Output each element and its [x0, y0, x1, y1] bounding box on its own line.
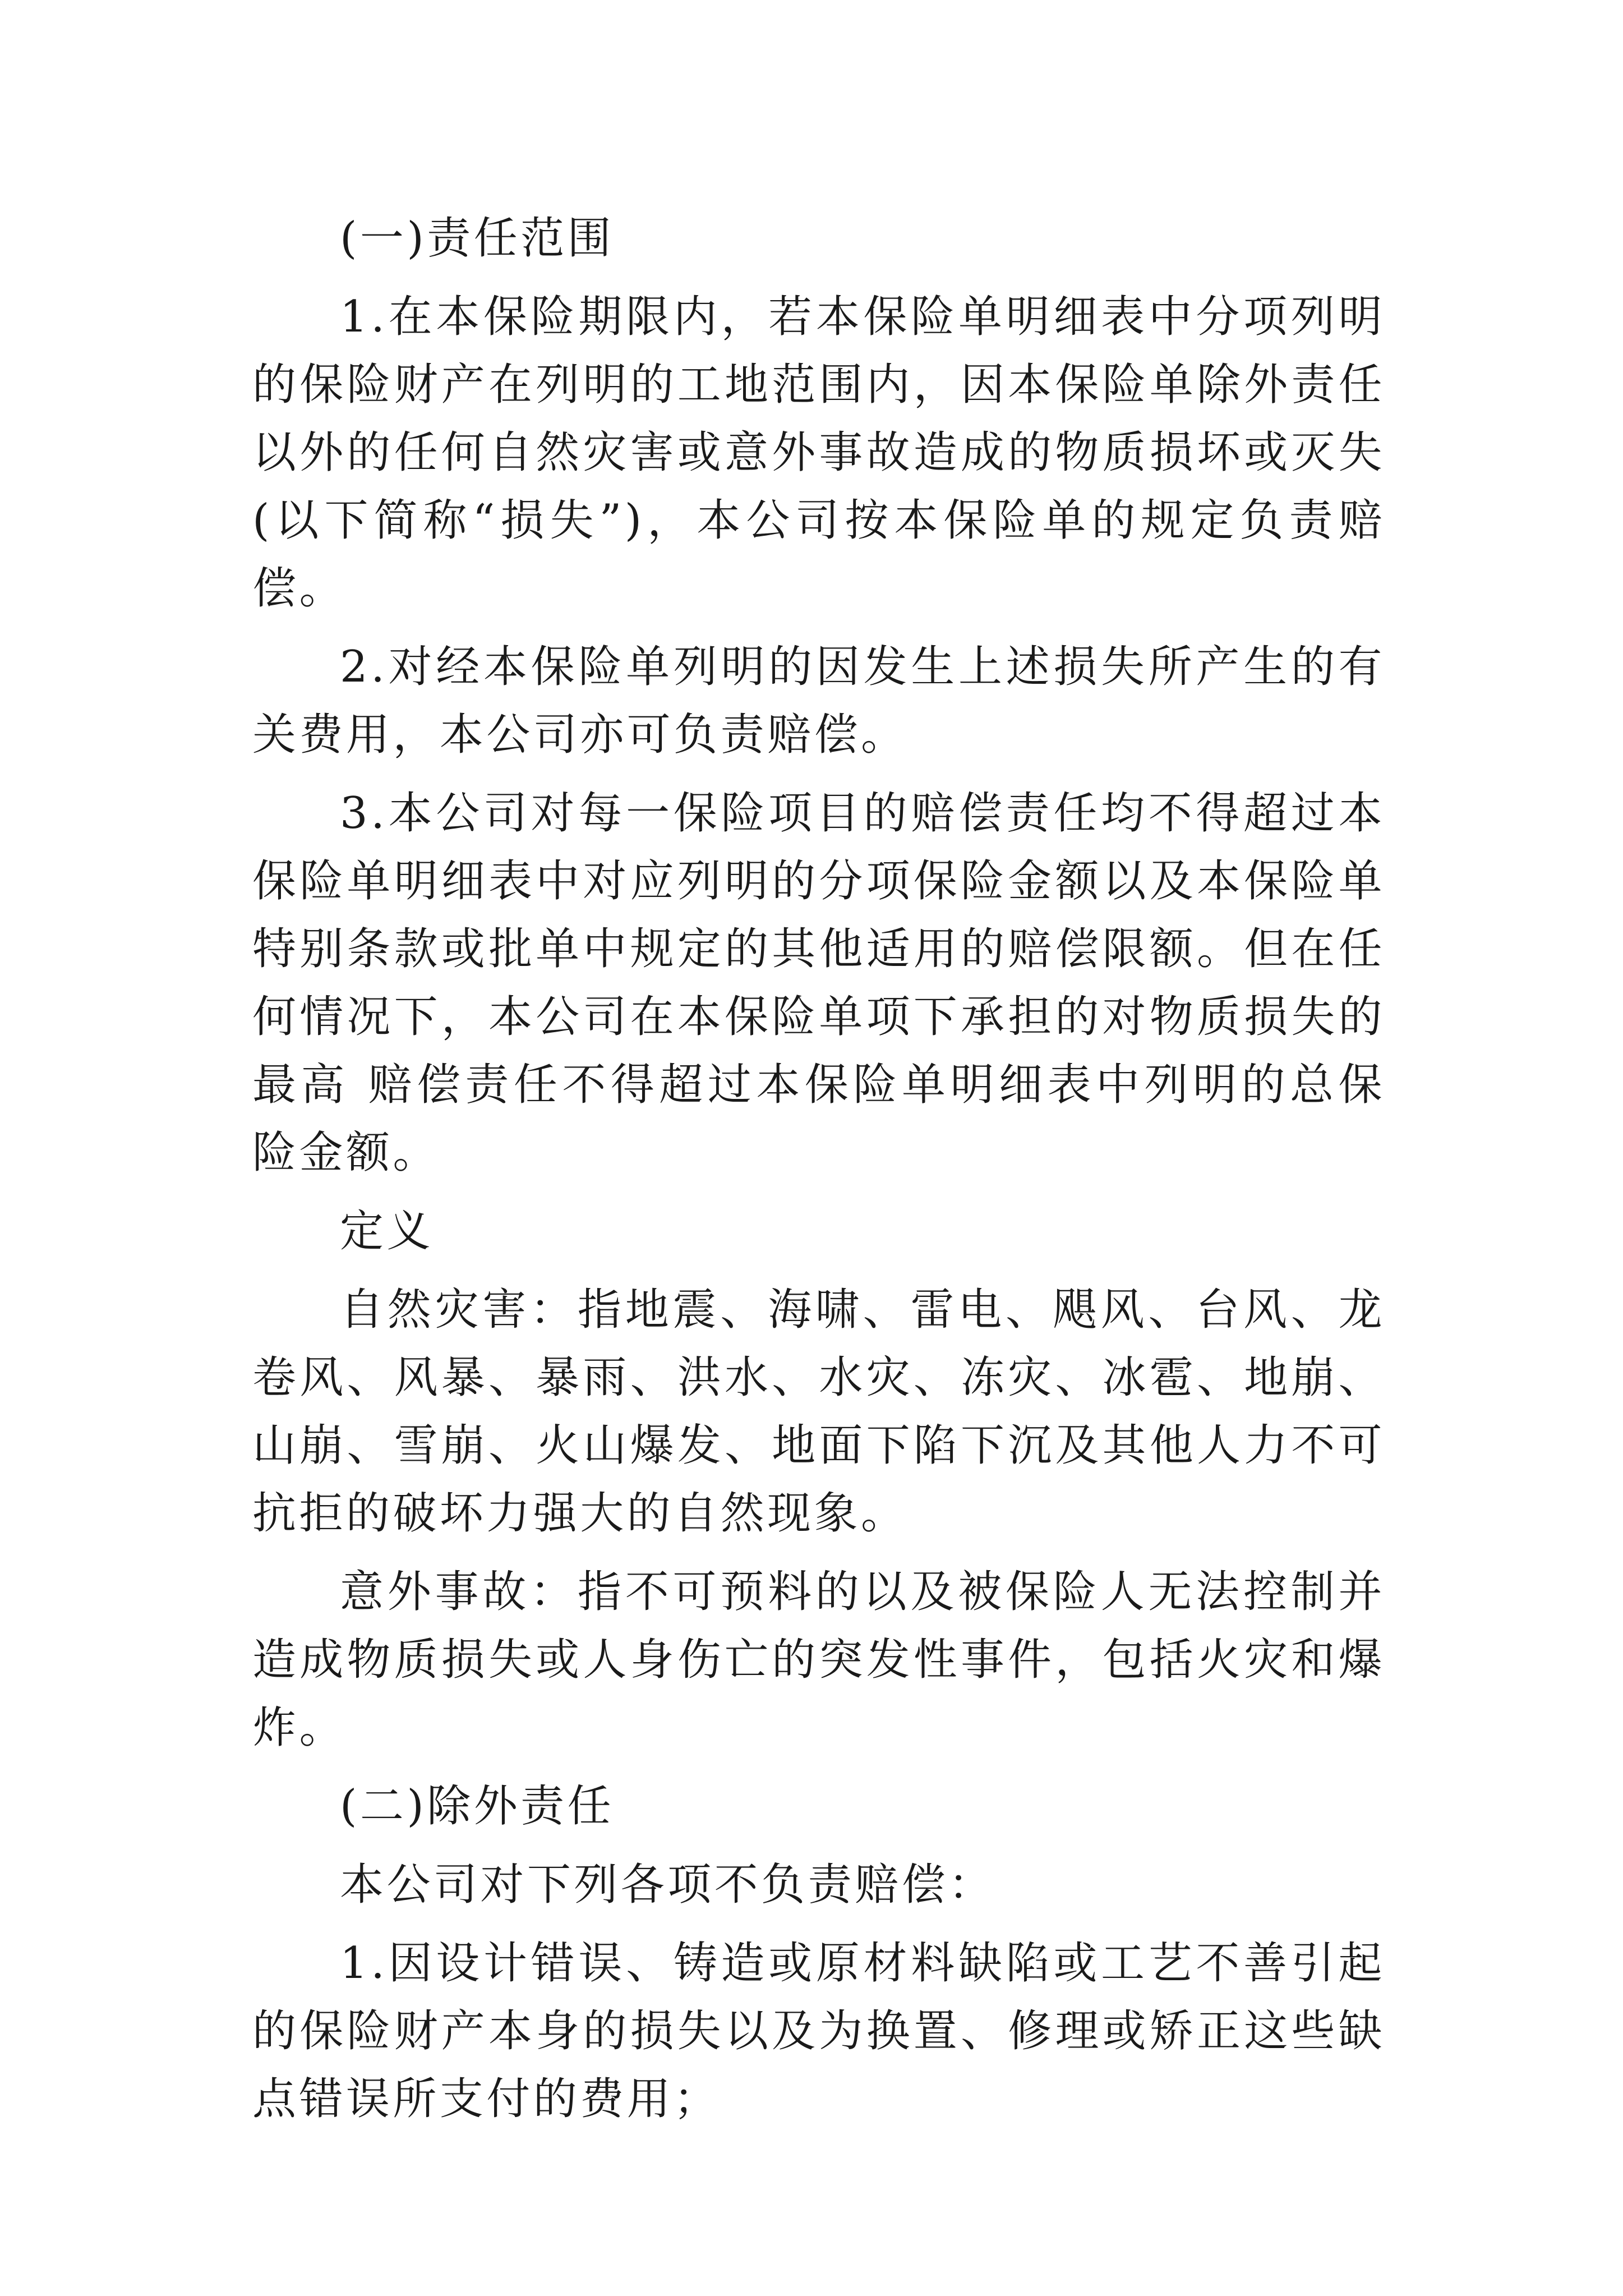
clause-3-paragraph: 3.本公司对每一保险项目的赔偿责任均不得超过本保险单明细表中对应列明的分项保险金额以及本保险单特别条款或批单中规定的其他适用的赔偿限额。但在任何情况下，本公司在本保险单项下承担的对物质损失的最高 赔偿责任不得超过本保险单明细表中列明的总保险金额。: [252, 788, 1385, 1178]
document-page: [252, 205, 1385, 2144]
definition-heading: 定义: [340, 1206, 434, 1257]
section-heading-liability-scope: (一)责任范围: [340, 213, 615, 264]
exclusions-intro: 本公司对下列各项不负责赔偿：: [340, 1860, 995, 1910]
clause-1-paragraph: 1.在本保险期限内，若本保险单明细表中分项列明的保险财产在列明的工地范围内，因本保险单除外责任以外的任何自然灾害或意外事故造成的物质损坏或灭失(以下简称“损失”)，本公司按本保险单的规定负责赔偿。: [252, 292, 1385, 614]
clause-2-paragraph: 2.对经本保险单列明的因发生上述损失所产生的有关费用，本公司亦可负责赔偿。: [252, 642, 1385, 760]
exclusion-1-paragraph: 1.因设计错误、铸造或原材料缺陷或工艺不善引起的保险财产本身的损失以及为换置、修理或矫正这些缺点错误所支付的费用；: [252, 1938, 1385, 2124]
natural-disaster-definition: 自然灾害：指地震、海啸、雷电、飓风、台风、龙卷风、风暴、暴雨、洪水、水灾、冻灾、冰雹、地崩、山崩、雪崩、火山爆发、地面下陷下沉及其他人力不可抗拒的破坏力强大的自然现象。: [252, 1285, 1385, 1539]
section-heading-exclusions: (二)除外责任: [340, 1781, 615, 1832]
accident-definition: 意外事故：指不可预料的以及被保险人无法控制并造成物质损失或人身伤亡的突发性事件，包括火灾和爆炸。: [252, 1567, 1385, 1753]
